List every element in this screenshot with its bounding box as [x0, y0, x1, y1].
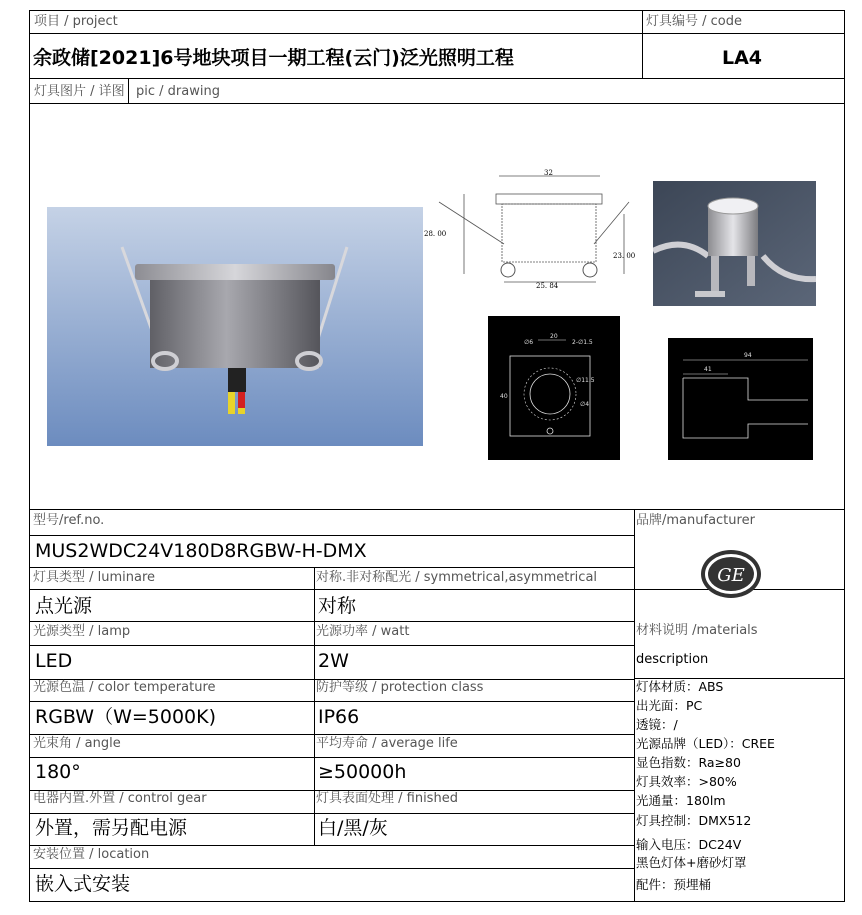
life-label: 平均寿命 / average life	[316, 736, 458, 751]
refno-label: 型号/ref.no.	[33, 513, 105, 528]
project-name: 余政储[2021]6号地块项目一期工程(云门)泛光照明工程	[33, 47, 514, 69]
luminaire-value: 点光源	[35, 595, 93, 617]
code-label: 灯具编号 / code	[646, 14, 742, 29]
watt-label: 光源功率 / watt	[316, 624, 410, 639]
cad-dim-40: 40	[500, 393, 508, 400]
life-value: ≥50000h	[318, 761, 407, 783]
bracket-render	[653, 181, 816, 306]
cad-drawing-side	[668, 338, 813, 460]
pic-label: 灯具图片 / 详图	[34, 84, 125, 99]
materials-label: 材料说明 /materials	[636, 623, 758, 638]
material-line: 透镜：/	[636, 717, 678, 732]
rule	[30, 845, 634, 846]
dim-bottom: 25. 84	[536, 282, 559, 290]
dim-top: 32	[544, 169, 553, 177]
cad-dim-4: ∅4	[580, 401, 590, 408]
rule	[642, 11, 643, 78]
rule	[634, 509, 635, 901]
luminaire-render	[47, 207, 423, 446]
rule	[128, 78, 129, 103]
cad-dim-20: 20	[550, 333, 558, 340]
cad2-dim-41: 41	[704, 366, 712, 373]
rule	[30, 78, 844, 79]
project-label: 项目 / project	[34, 14, 118, 29]
material-line: 灯具效率：>80%	[636, 774, 737, 789]
symmetry-label: 对称.非对称配光 / symmetrical,asymmetrical	[316, 570, 598, 585]
pic-label-en: pic / drawing	[136, 84, 220, 99]
code-value: LA4	[722, 47, 763, 69]
material-line: 输入电压：DC24V	[636, 837, 742, 852]
finish-label: 灯具表面处理 / finished	[316, 791, 458, 806]
material-line: 配件：预埋桶	[636, 877, 712, 892]
material-line: 显色指数：Ra≥80	[636, 755, 741, 770]
gear-label: 电器内置.外置 / control gear	[33, 791, 207, 806]
rule	[30, 734, 634, 735]
angle-value: 180°	[35, 761, 81, 783]
rule	[30, 701, 634, 702]
dim-right: 23. 00	[613, 252, 636, 260]
protection-label: 防护等级 / protection class	[316, 680, 484, 695]
rule	[314, 567, 315, 845]
cad-dim-holes: 2-∅1.5	[572, 339, 593, 346]
dim-left: 28. 00	[424, 230, 447, 238]
luminaire-label: 灯具类型 / luminare	[33, 570, 156, 585]
angle-label: 光束角 / angle	[33, 736, 121, 751]
gear-value: 外置，需另配电源	[35, 817, 188, 839]
material-line: 光源品牌（LED）：CREE	[636, 736, 775, 751]
rule	[30, 535, 634, 536]
watt-value: 2W	[318, 650, 349, 672]
protection-value: IP66	[318, 706, 360, 728]
location-label: 安装位置 / location	[33, 847, 150, 862]
refno-value: MUS2WDC24V180D8RGBW-H-DMX	[35, 540, 367, 562]
material-line: 灯具控制：DMX512	[636, 813, 752, 828]
lamp-value: LED	[35, 650, 73, 672]
color-temp-label: 光源色温 / color temperature	[33, 680, 216, 695]
rule	[30, 509, 844, 510]
material-line: 出光面：PC	[636, 698, 703, 713]
material-line: 黑色灯体+磨砂灯罩	[636, 855, 747, 870]
cad-drawing-front	[488, 316, 620, 460]
location-value: 嵌入式安装	[35, 873, 131, 895]
rule	[30, 813, 634, 814]
cad-dim-11: ∅11.5	[576, 377, 595, 384]
dimension-drawing	[424, 164, 646, 290]
ge-logo-lettering: GE	[717, 565, 745, 586]
description-label: description	[636, 652, 709, 667]
rule	[30, 757, 634, 758]
manufacturer-label: 品牌/manufacturer	[636, 513, 755, 528]
rule	[30, 103, 844, 104]
symmetry-value: 对称	[318, 595, 357, 617]
rule	[30, 33, 844, 34]
color-temp-value: RGBW（W=5000K)	[35, 706, 217, 728]
rule	[30, 567, 634, 568]
rule	[30, 621, 634, 622]
rule	[30, 868, 634, 869]
rule	[30, 645, 634, 646]
lamp-label: 光源类型 / lamp	[33, 624, 131, 639]
material-line: 光通量：180lm	[636, 793, 726, 808]
cad-dim-6: ∅6	[524, 339, 534, 346]
material-line: 灯体材质：ABS	[636, 679, 724, 694]
finish-value: 白/黑/灰	[318, 817, 388, 839]
cad2-dim-94: 94	[744, 352, 752, 359]
ge-logo	[699, 548, 763, 600]
